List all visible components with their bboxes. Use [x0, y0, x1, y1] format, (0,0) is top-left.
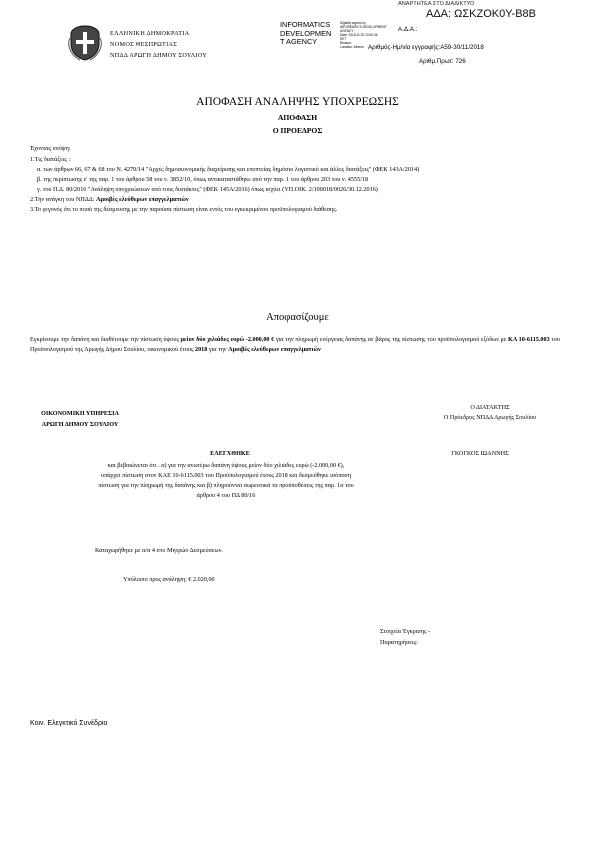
decision-year: 2018 — [194, 346, 208, 353]
considerations-intro: Έχοντας υπόψη: — [30, 145, 71, 152]
signatory-position: Ο Πρόεδρος ΝΠΔΔ Αρωγής Σουλίου — [443, 414, 537, 421]
document-title: ΑΠΟΦΑΣΗ ΑΝΑΛΗΨΗΣ ΥΠΟΧΡΕΩΣΗΣ — [196, 96, 399, 108]
president-subtitle: Ο ΠΡΟΕΔΡΟΣ — [272, 126, 323, 135]
signatory-role: Ο ΔΙΑΤΑΚΤΗΣ — [470, 404, 510, 411]
agency-line-1: INFORMATICS — [280, 20, 331, 29]
registry-balance: Υπόλοιπο προς ανάληψη: € 2.020,00 — [123, 576, 215, 583]
check-line-3: πίστωση για την πληρωμή της δαπάνης και β) πληρούνται σωρευτικά τα προϋποθέσεις της παρ. 1α του — [98, 482, 354, 489]
sig-line: Digitally signed by — [340, 21, 366, 25]
consideration-item-2 — [30, 196, 550, 204]
finance-line-1: ΟΙΚΟΝΟΜΙΚΗ ΥΠΗΡΕΣΙΑ — [41, 410, 119, 417]
sig-line: Location: Athens — [340, 45, 364, 49]
consideration-item-1a: α. των άρθρων 66, 67 & 68 του Ν. 4270/14 "Αρχές δημοσιονομικής διαχείρισης και εποπτείας δημόσιο λογιστικό και άλλες διατάξεις" (ΦΕΚ 143Α/2014) — [37, 166, 420, 173]
ada-top: ΑΔΑ: ΩΣΚΖΟΚ0Υ-Β8Β — [426, 8, 537, 20]
decision-purpose: Αμοιβές ελεύθερων επαγγελματιών — [228, 346, 321, 353]
consideration-item-3: 3.Το γεγονός ότι το ποσό της δέσμευσης με την παρούσα πίστωση είναι εντός του εγκεκριμένου προϋπολογισμού διάθεσης. — [30, 206, 338, 213]
greek-emblem-icon — [68, 24, 102, 62]
check-heading: ΕΛΕΓΧΘΗΚΕ — [210, 450, 250, 457]
org-prefecture: ΝΟΜΟΣ ΘΕΣΠΡΩΤΙΑΣ — [110, 41, 178, 48]
decision-amount-words: μείον δύο χιλιάδες ευρώ — [180, 336, 245, 343]
sig-line: Reason: — [340, 41, 352, 45]
finance-service — [20, 408, 140, 430]
agency-name — [280, 21, 331, 47]
approval-line-2: Παρατηρήσεις: — [380, 639, 418, 646]
signatory-name: ΓΚΟΓΚΟΣ ΙΩΑΝΝΗΣ — [451, 450, 509, 457]
decision-amount: -2.000,00 € — [245, 336, 275, 343]
decision-text: για την πληρωμή ενέργειας δαπάνης σε βάρος της πίστωσης του προϋπολογισμού εξόδων με — [274, 336, 509, 343]
approval-line-1: Στοιχεία Έγκρισης - — [380, 628, 431, 635]
check-block — [26, 461, 426, 501]
consideration-item-1c: γ. του Π.Δ. 80/2016 "Ανάληψη υποχρεώσεων από τους διατάκτες" (ΦΕΚ 145Α/2016) όπως ισχύει (ΥΠ.ΟΙΚ. 2/100018/0026/30.12.2016) — [37, 186, 378, 193]
decision-ka-code: ΚΑ 10-6115.003 — [508, 336, 550, 343]
organization-block — [110, 30, 280, 60]
ada-label: Α.Δ.Α.: — [398, 26, 418, 33]
consideration-item-1b: β. της περίπτωσης ε' της παρ. 1 του άρθρου 58 του ν. 3852/10, όπως αντικαταστάθηκε από την παρ. 1 του άρθρου 203 του ν. 4555/18 — [37, 176, 369, 183]
decision-subtitle: ΑΠΟΦΑΣΗ — [277, 113, 318, 122]
footer-cc: Κοιν. Ελεγκτικό Συνέδριο — [30, 720, 108, 727]
org-country: ΕΛΛΗΝΙΚΗ ΔΗΜΟΚΡΑΤΙΑ — [110, 30, 190, 37]
consideration-item-1: 1.Τις διατάξεις : — [30, 156, 71, 163]
protocol-line: Αριθμ.Πρωτ: 726 — [419, 58, 466, 65]
sig-line: INFORMATICS DEVELOPMENT AGENCY — [340, 25, 387, 33]
decision-text: Εγκρίνουμε την δαπάνη και διαθέτουμε την πίστωση ύψους — [30, 336, 181, 343]
org-entity: ΝΠΔΔ ΑΡΩΓΗ ΔΗΜΟΥ ΣΟΥΛΙΟΥ — [110, 52, 207, 59]
agency-line-3: T AGENCY — [280, 37, 318, 47]
finance-line-2: ΑΡΩΓΗ ΔΗΜΟΥ ΣΟΥΛΙΟΥ — [41, 421, 119, 428]
check-line-2: υπάρχει πίστωση στον ΚΑΕ 10-6115.003 του Προϋπολογισμού έτους 2018 και δεσμεύθηκε ισόποση — [101, 472, 351, 479]
sig-line: EET — [340, 37, 347, 41]
registry-recorded: Καταχωρήθηκε με α/α 4 στο Μητρώο Δεσμεύσεων. — [95, 547, 223, 554]
agency-line-2: DEVELOPMEN — [280, 28, 332, 38]
item-2-need: Αμοιβές ελεύθερων επαγγελματιών — [96, 196, 189, 203]
registration-line: Αριθμός-Ημ/νία εγγραφής:Α59-30/11/2018 — [368, 44, 484, 51]
item-2-prefix: 2.Την ανάγκη του ΝΠΔΔ: — [30, 196, 97, 203]
decision-paragraph — [30, 335, 560, 355]
check-line-1: και βεβαιώνεται ότι . α) για την ανωτέρω δαπάνη ύψους μείον δύο χιλιάδες ευρώ (-2.000,00 €), — [107, 462, 345, 469]
considerations-block — [30, 145, 550, 214]
check-line-4: άρθρου 4 του ΠΔ 80/16 — [196, 492, 256, 499]
approval-notes — [380, 626, 530, 648]
top-strip: ΑΝΑΡΤΗΤΕΑ ΣΤΟ ΔΙΑΔΙΚΤΥΟ — [398, 1, 475, 7]
decision-text: για την — [207, 346, 229, 353]
decision-text: του Προϋπολογισμού της Αρωγής Δήμου Σουλίου, οικονομικού έτους — [30, 336, 560, 353]
decision-heading: Αποφασίζουμε — [266, 312, 329, 323]
sig-line: Date: 2018.11.30 13:30:36 — [340, 33, 378, 37]
